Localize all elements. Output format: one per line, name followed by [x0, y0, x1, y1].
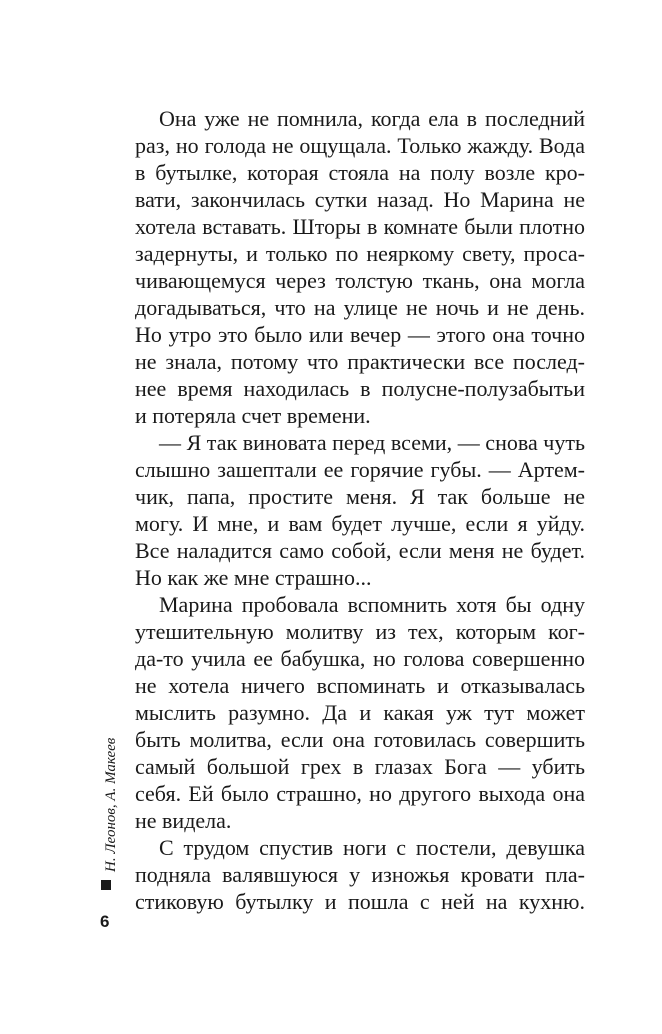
text-line: догадываться, что на улице не ночь и не день. [135, 295, 585, 320]
text-line: могу. И мне, и вам будет лучше, если я уйду. [135, 511, 585, 536]
text-line: не видела. [135, 808, 232, 833]
text-line: вати, закончилась сутки назад. Но Марина не [135, 187, 585, 212]
text-line: нее время находилась в полусне-полузабытьи [135, 376, 585, 401]
text-line: Марина пробовала вспомнить хотя бы одну [159, 592, 585, 617]
text-line: раз, но голода не ощущала. Только жажду. Вода [135, 133, 585, 158]
text-line: да-то учила ее бабушка, но голова совершенно [135, 646, 585, 671]
text-line: себя. Ей было страшно, но другого выхода она [135, 781, 585, 806]
page-number: 6 [100, 912, 110, 931]
running-head-square-mark [101, 880, 111, 890]
text-line: и потеряла счет времени. [135, 403, 371, 428]
text-line: быть молитва, если она готовилась совершить [135, 727, 585, 752]
body-text [135, 105, 585, 915]
text-line: подняла валявшуюся у изножья кровати пла- [135, 862, 585, 887]
text-line: не знала, потому что практически все послед- [135, 349, 585, 374]
text-line: самый большой грех в глазах Бога — убить [135, 754, 585, 779]
running-head-authors: Н. Леонов, А. Макеев [103, 737, 119, 872]
text-line: задернуты, и только по неяркому свету, проса- [135, 241, 585, 266]
text-line: Но как же мне страшно... [135, 565, 372, 590]
text-line: чивающемуся через толстую ткань, она могла [135, 268, 585, 293]
text-line: — Я так виновата перед всеми, — снова чуть [159, 430, 585, 455]
text-line: Но утро это было или вечер — этого она точно [135, 322, 585, 347]
text-line: Она уже не помнила, когда ела в последний [159, 106, 585, 131]
text-line: С трудом спустив ноги с постели, девушка [159, 835, 585, 860]
text-line: Все наладится само собой, если меня не будет. [135, 538, 585, 563]
text-line: чик, папа, простите меня. Я так больше не [135, 484, 585, 509]
text-line: не хотела ничего вспоминать и отказывалась [135, 673, 585, 698]
text-line: стиковую бутылку и пошла с ней на кухню. [135, 889, 585, 914]
text-line: слышно зашептали ее горячие губы. — Артем- [135, 457, 585, 482]
text-line: мыслить разумно. Да и какая уж тут может [135, 700, 585, 725]
text-line: в бутылке, которая стояла на полу возле кро- [135, 160, 585, 185]
text-line: утешительную молитву из тех, которым ког- [135, 619, 585, 644]
text-line: хотела вставать. Шторы в комнате были плотно [135, 214, 585, 239]
